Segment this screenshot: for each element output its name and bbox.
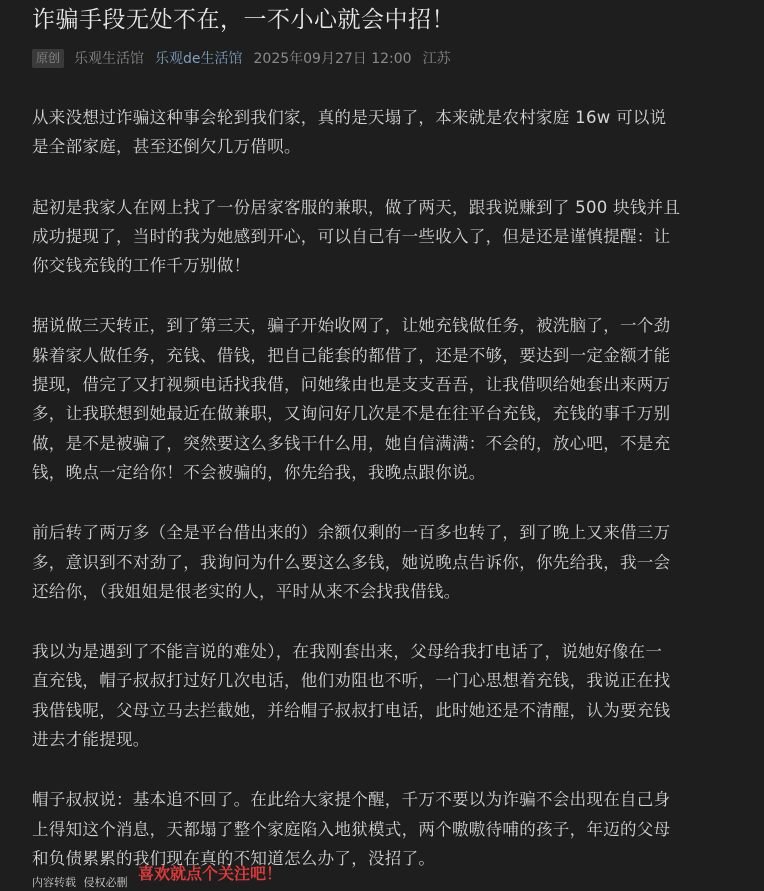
author-name: 乐观生活馆 <box>74 51 145 67</box>
paragraph: 起初是我家人在网上找了一份居家客服的兼职，做了两天，跟我说赚到了 500 块钱并且 成功提现了，当时的我为她感到开心，可以自己有一些收入了，但是还是谨慎提醒：让 你交钱充钱的工作千万别做！ <box>32 197 681 276</box>
article-meta <box>32 46 732 70</box>
account-link[interactable]: 乐观de生活馆 <box>155 51 243 67</box>
follow-prompt: 喜欢就点个关注吧！ <box>138 864 283 883</box>
publish-datetime: 2025年09月27日 12:00 <box>253 51 412 67</box>
paragraph: 我以为是遇到了不能言说的难处），在我刚套出来，父母给我打电话了，说她好像在一 直充钱，帽子叔叔打过好几次电话，他们劝阻也不听，一门心思想着充钱，我说正在找 我借钱呢，父母立马去拦截她，并给帽子叔叔打电话，此时她还是不清醒，认为要充钱 进去才能提现。 <box>32 642 671 750</box>
paragraph: 前后转了两万多（全是平台借出来的）余额仅剩的一百多也转了，到了晚上又来借三万 多，意识到不对劲了，我询问为什么要这么多钱，她说晚点告诉你，你先给我，我一会 还给你，（我姐姐是很老实的人，平时从来不会找我借钱。 <box>32 523 671 601</box>
publish-location: 江苏 <box>422 51 451 67</box>
article-container <box>32 0 732 891</box>
article-title: 诈骗手段无处不在，一不小心就会中招！ <box>32 7 455 33</box>
copyright-notice: 内容转载 侵权必删 <box>32 876 128 890</box>
paragraph: 从来没想过诈骗这种事会轮到我们家，真的是天塌了，本来就是农村家庭 16w 可以说 是全部家庭，甚至还倒欠几万借呗。 <box>32 108 667 157</box>
original-badge: 原创 <box>32 49 64 68</box>
paragraph: 帽子叔叔说：基本追不回了。在此给大家提个醒，千万不要以为诈骗不会出现在自己身 上得知这个消息，天都塌了整个家庭陷入地狱模式，两个嗷嗷待哺的孩子，年迈的父母 和负债累累的我们现在真的不知道怎么办了，没招了。 <box>32 790 671 868</box>
article-body <box>32 103 732 891</box>
paragraph: 据说做三天转正，到了第三天，骗子开始收网了，让她充钱做任务，被洗脑了，一个劲 躲着家人做任务，充钱、借钱，把自己能套的都借了，还是不够，要达到一定金额才能 提现，借完了又打视频电话找我借，问她缘由也是支支吾吾，让我借呗给她套出来两万 多，让我联想到她最近在做兼职，又询问好几次是不是在往平台充钱，充钱的事千万别 做，是不是被骗了，突然要这么多钱干什么用，她自信满满：不会的，放心吧，不是充 钱，晚点一定给你！不会被骗的，你先给我，我晚点跟你说。 <box>32 316 671 482</box>
